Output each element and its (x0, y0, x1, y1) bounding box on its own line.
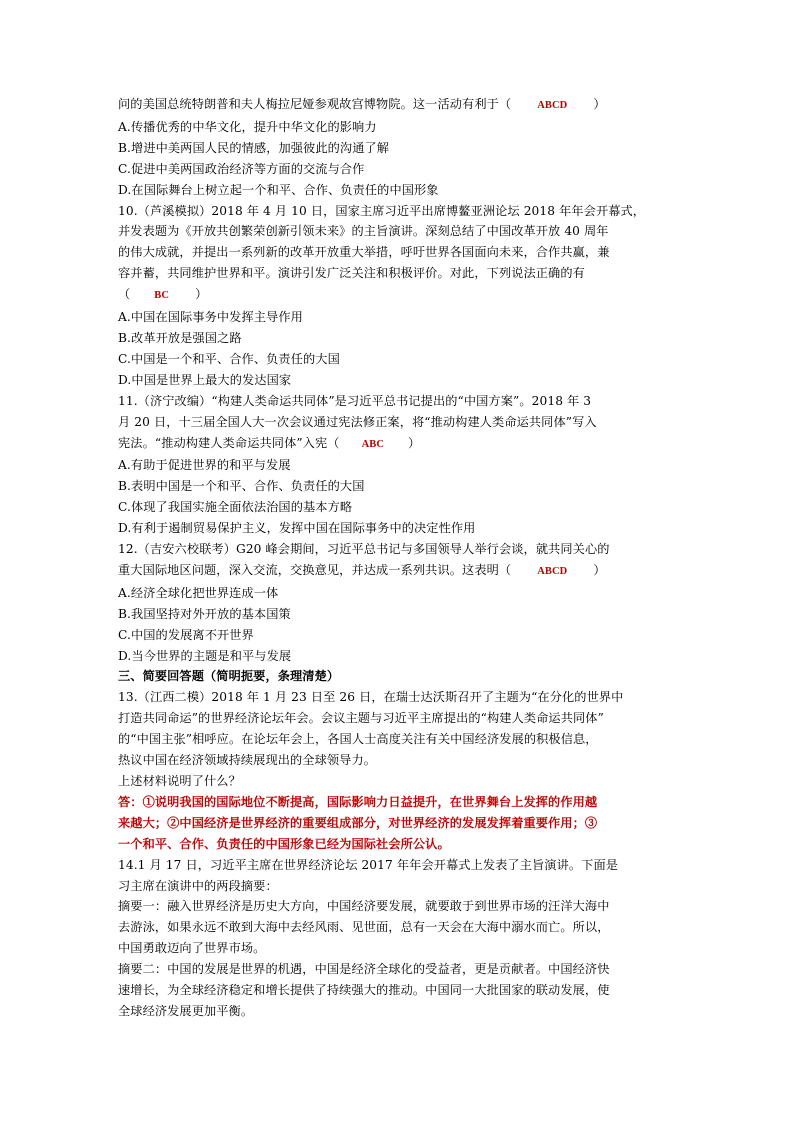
q10-option-b: B.改革开放是强国之路 (118, 330, 242, 345)
q12-answer: ABCD (537, 565, 568, 577)
q9-paren-close: ） (593, 97, 606, 111)
q9-answer: ABCD (537, 100, 568, 111)
q13-stem-line: 热议中国在经济领域持续展现出的全球领导力。 (118, 753, 377, 768)
q12-option-c: C.中国的发展离不开世界 (118, 627, 254, 642)
q10-stem-line: 并发表题为《开放共创繁荣创新引领未来》的主旨演讲。深刻总结了中国改革开放 40 周年 (118, 224, 609, 239)
q11-option-c: C.体现了我国实施全面依法治国的基本方略 (118, 500, 353, 515)
q9-stem (118, 94, 678, 117)
q9-option-d: D.在国际舞台上树立起一个和平、合作、负责任的中国形象 (118, 182, 439, 197)
q11-option-a: A.有助于促进世界的和平与发展 (118, 458, 291, 473)
q13-stem-line: 打造共同命运”的世界经济论坛年会。会议主题与习近平主席提出的“构建人类命运共同体” (118, 711, 604, 726)
q14-excerpt-line: 去游泳，如果永远不敢到大海中去经风雨、见世面，总有一天会在大海中溺水而亡。所以， (118, 920, 610, 935)
q9-stem-text: 问的美国总统特朗普和夫人梅拉尼娅参观故宫博物院。这一活动有利于（ (118, 97, 512, 111)
q14-excerpt-line: 中国勇敢迈向了世界市场。 (118, 941, 266, 956)
q11-stem-line: 11.（济宁改编）“构建人类命运共同体”是习近平总书记提出的“中国方案”。2018 年 3 (118, 393, 592, 408)
q12-stem-line-2 (118, 560, 678, 583)
q10-answer: BC (154, 290, 170, 302)
q11-option-b: B.表明中国是一个和平、合作、负责任的大国 (118, 479, 365, 494)
q11-answer: ABC (361, 438, 385, 450)
q12-stem-line: 12.（吉安六校联考）G20 峰会期间，习近平总书记与多国领导人举行会谈，就共同关心的 (118, 542, 610, 557)
q14-excerpt-line: 摘要一：融入世界经济是历史大方向，中国经济要发展，就要敢于到世界市场的汪洋大海中 (118, 899, 610, 914)
q14-stem-line: 习主席在演讲中的两段摘要： (118, 878, 278, 893)
q12-paren-close: ） (593, 562, 606, 577)
q10-answer-line (118, 284, 678, 307)
q13-answer-line: 一个和平、合作、负责任的中国形象已经为国际社会所公认。 (118, 836, 450, 851)
q12-option-b: B.我国坚持对外开放的基本国策 (118, 606, 291, 621)
q11-option-d: D.有利于遏制贸易保护主义，发挥中国在国际事务中的决定性作用 (118, 521, 476, 536)
q13-question: 上述材料说明了什么？ (118, 774, 241, 788)
q13-answer-line: 答：①说明我国的国际地位不断提高，国际影响力日益提升，在世界舞台上发挥的作用越 (118, 794, 598, 809)
q10-option-c: C.中国是一个和平、合作、负责任的大国 (118, 351, 340, 366)
q10-stem-line: 的伟大成就，并提出一系列新的改革开放重大举措，呼吁世界各国面向未来，合作共赢，兼 (118, 245, 610, 260)
q10-option-d: D.中国是世界上最大的发达国家 (118, 372, 292, 387)
q13-stem-line: 13.（江西二模）2018 年 1 月 23 日至 26 日，在瑞士达沃斯召开了主题为“在分化的世界中 (118, 690, 624, 705)
q12-stem-line-2-text: 重大国际地区问题，深入交流，交换意见，并达成一系列共识。这表明（ (118, 562, 512, 577)
q11-stem-line: 月 20 日，十三届全国人大一次会议通过宪法修正案，将“推动构建人类命运共同体”写入 (118, 414, 597, 429)
document-page (118, 94, 678, 1022)
q10-option-a: A.中国在国际事务中发挥主导作用 (118, 310, 303, 325)
q11-paren-close: ） (408, 435, 421, 450)
q14-excerpt-line: 全球经济发展更加平衡。 (118, 1003, 254, 1018)
q11-last-line-text: 宪法。“推动构建人类命运共同体”入宪（ (118, 435, 340, 450)
q13-stem-line: 的“中国主张”相呼应。在论坛年会上，各国人士高度关注有关中国经济发展的积极信息， (118, 732, 598, 747)
q10-stem-line: 容并蓄，共同维护世界和平。演讲引发广泛关注和积极评价。对此，下列说法正确的有 (118, 266, 585, 281)
q14-excerpt-line: 速增长，为全球经济稳定和增长提供了持续强大的推动。中国同一大批国家的联动发展，使 (118, 983, 610, 998)
q14-excerpt-line: 摘要二：中国的发展是世界的机遇，中国是经济全球化的受益者，更是贡献者。中国经济快 (118, 962, 610, 977)
q10-stem-line: 10.（芦溪模拟）2018 年 4 月 10 日，国家主席习近平出席博鳌亚洲论坛 2018 年年会开幕式， (118, 203, 646, 218)
q12-option-d: D.当今世界的主题是和平与发展 (118, 648, 292, 663)
q9-option-a: A.传播优秀的中华文化，提升中华文化的影响力 (118, 119, 377, 134)
q9-option-b: B.增进中美两国人民的情感，加强彼此的沟通了解 (118, 140, 390, 155)
section-heading: 三、简要回答题（简明扼要，条理清楚） (118, 669, 340, 684)
q10-paren-close: ） (195, 287, 208, 302)
q13-answer-line: 来越大；②中国经济是世界经济的重要组成部分，对世界经济的发展发挥着重要作用；③ (118, 815, 598, 830)
q9-option-c: C.促进中美两国政治经济等方面的交流与合作 (118, 161, 365, 176)
q14-stem-line: 14.1 月 17 日，习近平主席在世界经济论坛 2017 年年会开幕式上发表了主旨演讲。下面是 (118, 857, 619, 872)
q12-option-a: A.经济全球化把世界连成一体 (118, 585, 279, 600)
q10-paren-open: （ (118, 287, 131, 302)
q11-last-line (118, 433, 678, 456)
